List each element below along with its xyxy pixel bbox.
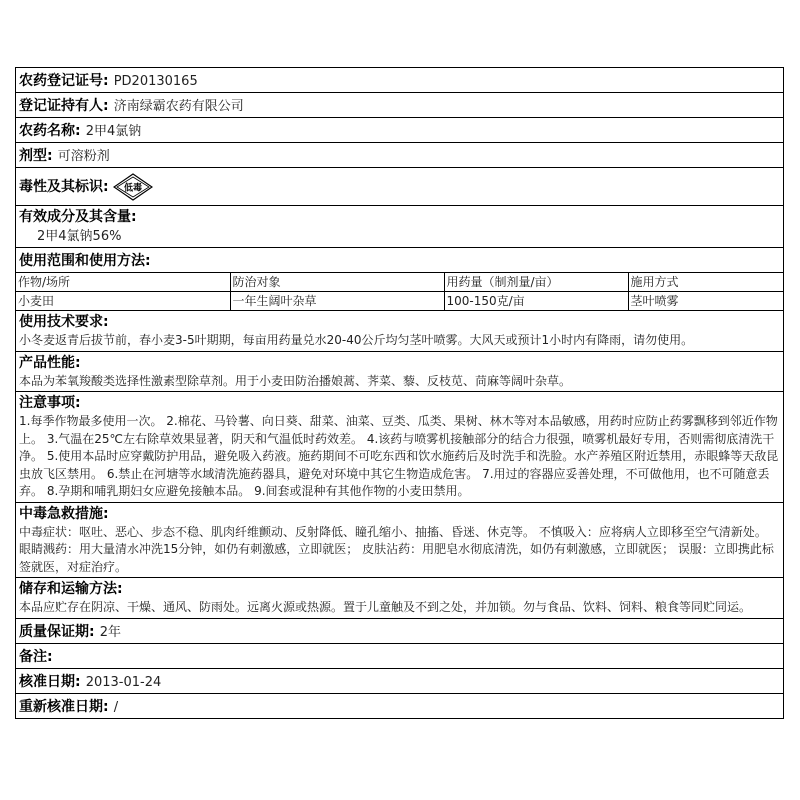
form-label: 剂型: — [19, 148, 53, 164]
reg-no-label: 农药登记证号: — [19, 73, 109, 89]
storage-text: 本品应贮存在阴凉、干燥、通风、防雨处。远离火源或热源。置于儿童触及不到之处，并加锁。勿与食品、饮料、饲料、粮食等同贮同运。 — [19, 600, 752, 614]
name-value: 2甲4氯钠 — [85, 124, 142, 139]
first-aid-text: 中毒症状：呕吐、恶心、步态不稳、肌肉纤维颤动、反射降低、瞳孔缩小、抽搐、昏迷、休克等。 不慎吸入：应将病人立即移至空气清新处。 眼睛溅药：用大量清水冲洗15分钟，如仍有刺激感，立即就医； 皮肤沾药：用肥皂水彻底清洗，如仍有刺激感，立即就医； 误服：立即携此标签就医，对症治疗。 — [19, 524, 774, 574]
notes-label: 注意事项: — [19, 395, 81, 411]
low-toxicity-badge-text: 低毒 — [123, 183, 142, 194]
name-row — [16, 118, 783, 143]
remark-label: 备注: — [19, 648, 53, 665]
toxicity-row — [16, 168, 783, 206]
usage-header-method: 施用方式 — [628, 273, 783, 292]
form-row — [16, 143, 783, 168]
usage-table-header-row — [16, 273, 783, 292]
usage-header-target: 防治对象 — [230, 273, 444, 292]
usage-label: 使用范围和使用方法: — [19, 253, 151, 269]
holder-value: 济南绿霸农药有限公司 — [113, 99, 244, 114]
ingredient-label: 有效成分及其含量: — [19, 209, 137, 225]
tech-row — [16, 311, 783, 352]
performance-row — [16, 352, 783, 393]
notes-row — [16, 392, 783, 503]
registration-record — [15, 67, 784, 719]
approval-date-row — [16, 669, 783, 694]
usage-cell-crop: 小麦田 — [16, 292, 230, 311]
warranty-value: 2年 — [99, 624, 121, 640]
toxicity-label: 毒性及其标识: — [19, 178, 109, 195]
form-value: 可溶粉剂 — [57, 149, 110, 164]
notes-text: 1.每季作物最多使用一次。 2.棉花、马铃薯、向日葵、甜菜、油菜、豆类、瓜类、果树、林木等对本品敏感，用药时应防止药雾飘移到邻近作物上。 3.气温在25℃左右除草效果显著，阴天和气温低时药效差。 4.该药与喷雾机接触部分的结合力很强，喷雾机最好专用，否则需彻底清洗干净。 5.使用本品时应穿戴防护用品，避免吸入药液。施药期间不可吃东西和饮水施药后及时洗手和洗脸。水产养殖区附近禁用，赤眼蜂等天敌昆虫放飞区禁用。 6.禁止在河塘等水域清洗施药器具，避免对环境中其它生物造成危害。 7.用过的容器应妥善处理，不可做他用，也不可随意丢弃。 8.孕期和哺乳期妇女应避免接触本品。 9.间套或混种有其他作物的小麦田禁用。 — [19, 414, 779, 498]
reg-no-value: PD20130165 — [113, 74, 198, 89]
tech-text: 小冬麦返青后拔节前，春小麦3-5叶期期，每亩用药量兑水20-40公斤均匀茎叶喷雾。大风天或预计1小时内有降雨，请勿使用。 — [19, 333, 694, 347]
reapproval-date-row — [16, 694, 783, 718]
reapproval-date-label: 重新核准日期: — [19, 698, 109, 715]
performance-text: 本品为苯氧羧酸类选择性激素型除草剂。用于小麦田防治播娘蒿、荠菜、藜、反枝苋、苘麻等阔叶杂草。 — [19, 373, 572, 388]
storage-row — [16, 578, 783, 619]
approval-date-value: 2013-01-24 — [85, 674, 162, 690]
first-aid-label: 中毒急救措施: — [19, 505, 109, 522]
ingredient-value: 2甲4氯钠56% — [37, 229, 122, 244]
holder-label: 登记证持有人: — [19, 98, 109, 114]
warranty-label: 质量保证期: — [19, 623, 95, 640]
usage-cell-target: 一年生阔叶杂草 — [230, 292, 444, 311]
reapproval-date-value: / — [113, 699, 119, 715]
low-toxicity-badge-icon — [113, 173, 153, 201]
usage-cell-dosage: 100-150克/亩 — [444, 292, 628, 311]
approval-date-label: 核准日期: — [19, 673, 81, 690]
usage-header-dosage: 用药量（制剂量/亩） — [444, 273, 628, 292]
ingredient-row — [16, 206, 783, 248]
tech-label: 使用技术要求: — [19, 314, 109, 330]
remark-row — [16, 644, 783, 669]
usage-table — [16, 272, 783, 310]
name-label: 农药名称: — [19, 123, 81, 139]
usage-section — [16, 248, 783, 311]
usage-cell-method: 茎叶喷雾 — [628, 292, 783, 311]
holder-row — [16, 93, 783, 118]
warranty-row — [16, 619, 783, 644]
usage-header-crop: 作物/场所 — [16, 273, 230, 292]
first-aid-row — [16, 503, 783, 579]
storage-label: 储存和运输方法: — [19, 581, 123, 597]
reg-no-row — [16, 68, 783, 93]
table-row — [16, 292, 783, 311]
performance-label: 产品性能: — [19, 354, 81, 371]
